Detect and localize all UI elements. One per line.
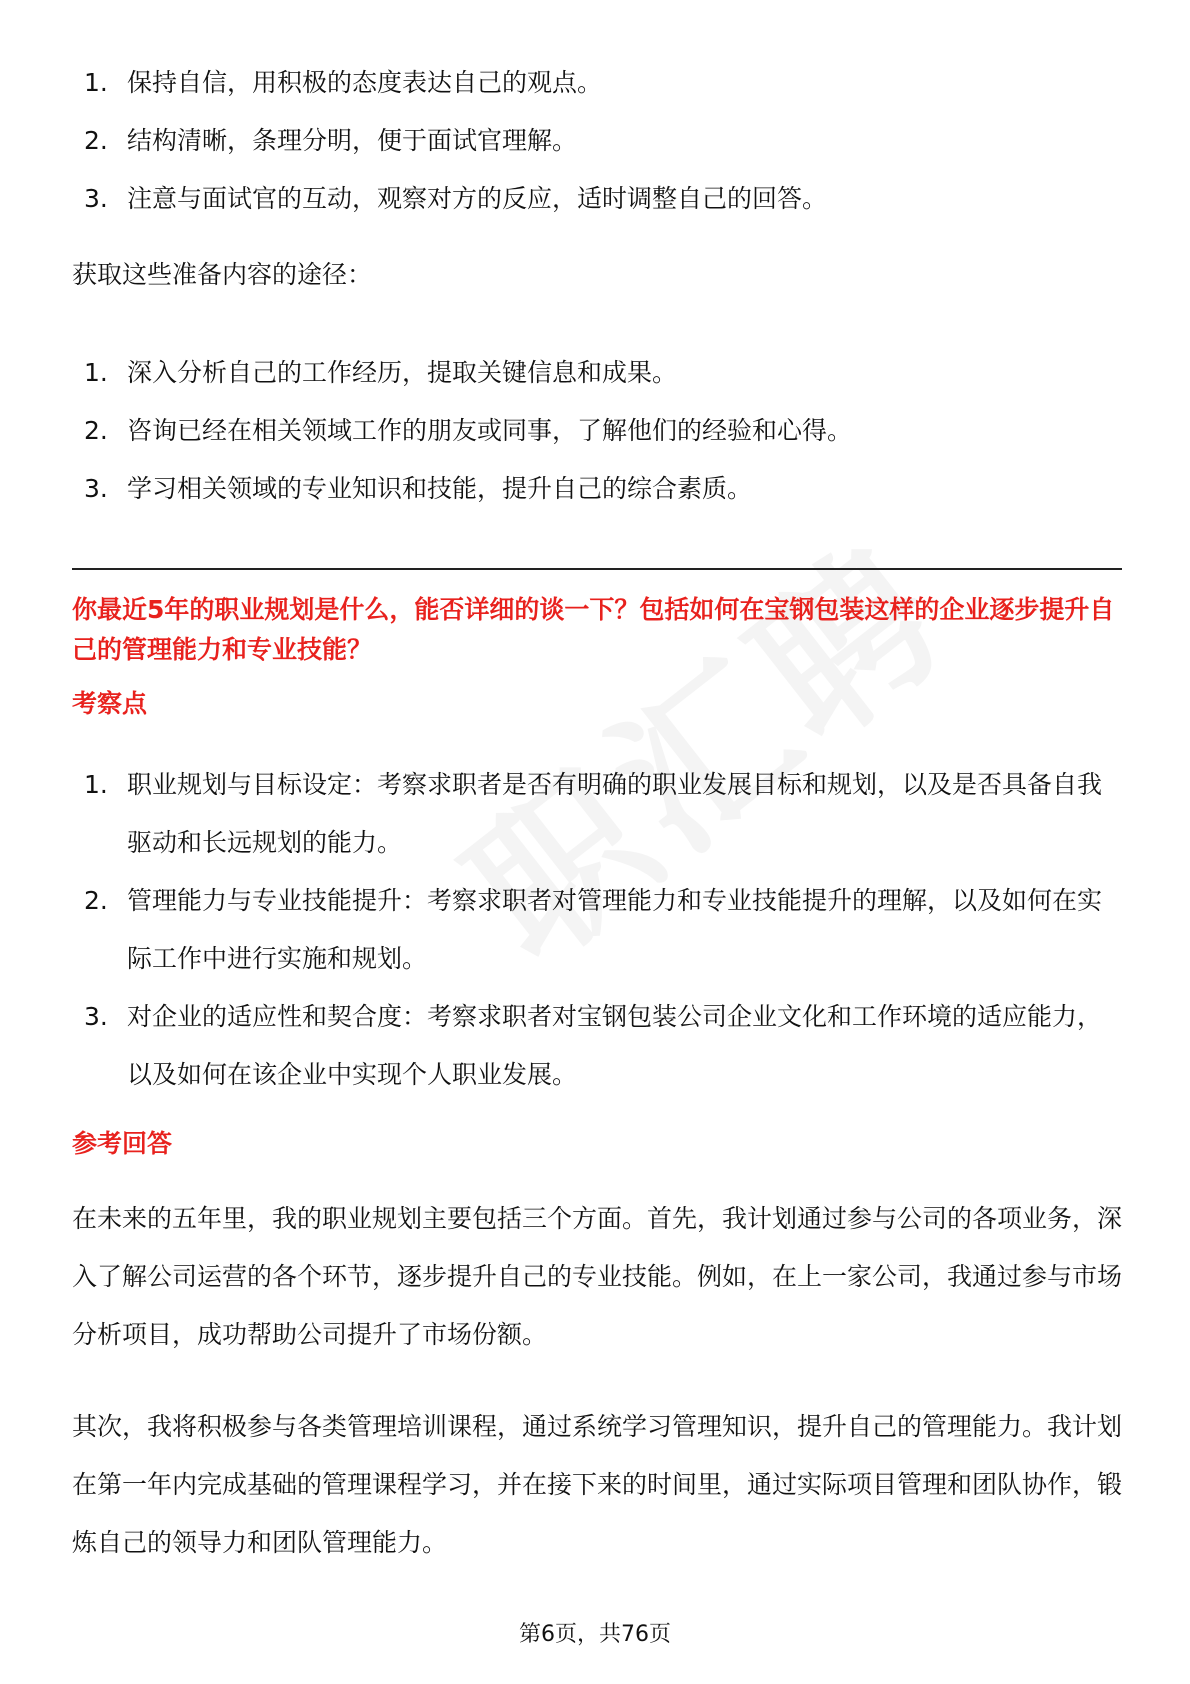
- list-item: 2. 咨询已经在相关领域工作的朋友或同事，了解他们的经验和心得。: [84, 416, 853, 445]
- answer-paragraph: 在未来的五年里，我的职业规划主要包括三个方面。首先，我计划通过参与公司的各项业务，深入了解公司运营的各个环节，逐步提升自己的专业技能。例如，在上一家公司，我通过参与市场分析项目，成功帮助公司提升了市场份额。: [72, 1204, 1123, 1349]
- list-item: 3. 学习相关领域的专业知识和技能，提升自己的综合素质。: [84, 474, 753, 503]
- list-item: 3. 对企业的适应性和契合度：考察求职者对宝钢包装公司企业文化和工作环境的适应能力，以及如何在该企业中实现个人职业发展。: [84, 1002, 1103, 1089]
- section-divider: [72, 568, 1122, 570]
- assessment-points-heading: 考察点: [72, 689, 148, 718]
- list-item: 1. 保持自信，用积极的态度表达自己的观点。: [84, 68, 603, 97]
- tips-list: [72, 54, 1122, 228]
- reference-answer-heading: 参考回答: [72, 1129, 173, 1158]
- answer-paragraph: 其次，我将积极参与各类管理培训课程，通过系统学习管理知识，提升自己的管理能力。我计划在第一年内完成基础的管理课程学习，并在接下来的时间里，通过实际项目管理和团队协作，锻炼自己的领导力和团队管理能力。: [72, 1412, 1123, 1557]
- list-item: 1. 深入分析自己的工作经历，提取关键信息和成果。: [84, 358, 678, 387]
- list-item: 1. 职业规划与目标设定：考察求职者是否有明确的职业发展目标和规划，以及是否具备自我驱动和长远规划的能力。: [84, 770, 1103, 857]
- list-item: 2. 结构清晰，条理分明，便于面试官理解。: [84, 126, 578, 155]
- assessment-points-list: [72, 756, 1122, 1104]
- question-title: 你最近5年的职业规划是什么，能否详细的谈一下？包括如何在宝钢包装这样的企业逐步提升自己的管理能力和专业技能？: [72, 595, 1115, 664]
- list-item: 3. 注意与面试官的互动，观察对方的反应，适时调整自己的回答。: [84, 184, 828, 213]
- page-footer: 第6页，共76页: [519, 1622, 671, 1647]
- paths-list: [72, 344, 1122, 518]
- list-item: 2. 管理能力与专业技能提升：考察求职者对管理能力和专业技能提升的理解，以及如何在实际工作中进行实施和规划。: [84, 886, 1103, 973]
- paths-heading: 获取这些准备内容的途径：: [72, 260, 373, 289]
